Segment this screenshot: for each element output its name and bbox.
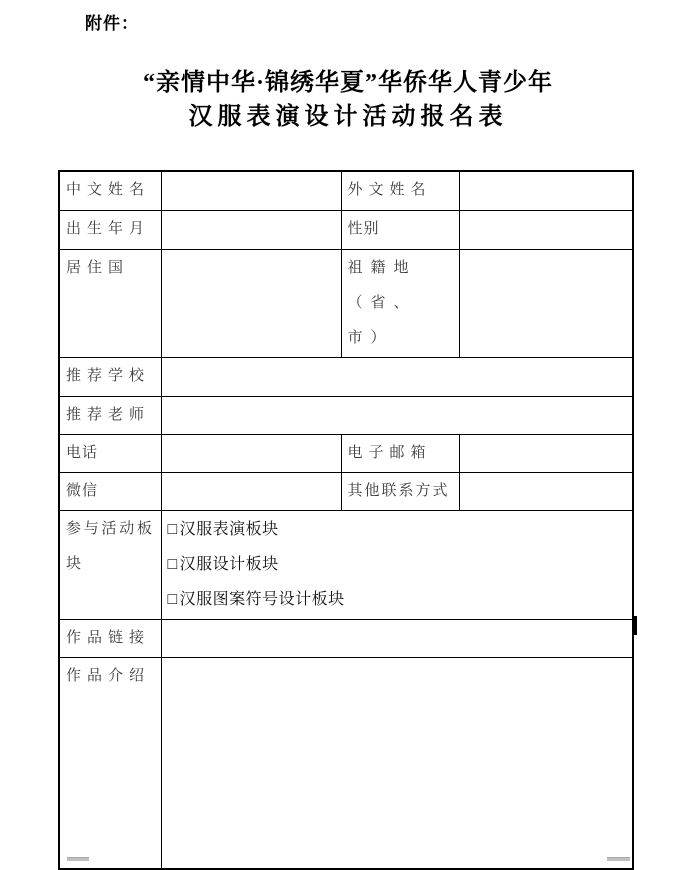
table-row (59, 171, 633, 210)
input-cell-ancestral-home[interactable] (459, 249, 633, 357)
input-cell-wechat[interactable] (161, 472, 341, 510)
label-ancestral-home-line2: （省、市） (347, 294, 417, 346)
input-cell-phone[interactable] (161, 434, 341, 472)
label-email: 电子邮箱 (341, 434, 459, 472)
checkbox-icon[interactable]: □ (167, 520, 178, 538)
activity-option-hanfu-design[interactable] (168, 547, 627, 582)
table-row (59, 210, 633, 249)
label-ancestral-home-line1: 祖籍地 (347, 259, 417, 276)
activity-option-hanfu-performance[interactable] (168, 512, 627, 547)
checkbox-icon[interactable]: □ (167, 590, 178, 608)
label-activity-section-text: 参与活动板块 (66, 520, 154, 572)
activity-option-label: 汉服图案符号设计板块 (179, 590, 345, 608)
activity-option-label: 汉服设计板块 (179, 555, 279, 573)
label-recommending-teacher: 推荐老师 (59, 396, 161, 434)
next-page-cell-fragment-right (607, 857, 630, 861)
activity-option-label: 汉服表演板块 (179, 520, 279, 538)
table-row (59, 619, 633, 657)
next-page-cell-fragment-left (67, 857, 89, 861)
input-cell-other-contact[interactable] (459, 472, 633, 510)
form-title (0, 66, 696, 134)
label-recommending-school: 推荐学校 (59, 357, 161, 396)
input-cell-chinese-name[interactable] (161, 171, 341, 210)
text-caret (634, 616, 637, 635)
label-chinese-name: 中文姓名 (59, 171, 161, 210)
input-cell-foreign-name[interactable] (459, 171, 633, 210)
input-cell-work-intro[interactable] (161, 657, 633, 869)
checkbox-icon[interactable]: □ (167, 555, 178, 573)
attachment-label: 附件： (85, 14, 139, 33)
table-row (59, 472, 633, 510)
label-work-intro: 作品介绍 (59, 657, 161, 869)
label-residence-country: 居住国 (59, 249, 161, 357)
input-cell-gender[interactable] (459, 210, 633, 249)
label-gender: 性别 (341, 210, 459, 249)
form-title-line1: “亲情中华·锦绣华夏”华侨华人青少年 (142, 70, 553, 96)
table-row (59, 249, 633, 357)
table-row (59, 396, 633, 434)
registration-form-table (58, 170, 634, 870)
form-title-line2: 汉服表演设计活动报名表 (188, 104, 508, 130)
table-row (59, 510, 633, 619)
activity-options-cell (161, 510, 633, 619)
input-cell-residence-country[interactable] (161, 249, 341, 357)
label-wechat: 微信 (59, 472, 161, 510)
table-row (59, 434, 633, 472)
input-cell-email[interactable] (459, 434, 633, 472)
table-row (59, 657, 633, 869)
label-foreign-name: 外文姓名 (341, 171, 459, 210)
label-birth-date: 出生年月 (59, 210, 161, 249)
input-cell-work-link[interactable] (161, 619, 633, 657)
label-ancestral-home (341, 249, 459, 357)
input-cell-recommending-teacher[interactable] (161, 396, 633, 434)
table-row (59, 357, 633, 396)
label-other-contact: 其他联系方式 (341, 472, 459, 510)
label-activity-section (59, 510, 161, 619)
input-cell-recommending-school[interactable] (161, 357, 633, 396)
input-cell-birth-date[interactable] (161, 210, 341, 249)
activity-option-hanfu-pattern-design[interactable] (168, 582, 627, 617)
label-phone: 电话 (59, 434, 161, 472)
label-work-link: 作品链接 (59, 619, 161, 657)
